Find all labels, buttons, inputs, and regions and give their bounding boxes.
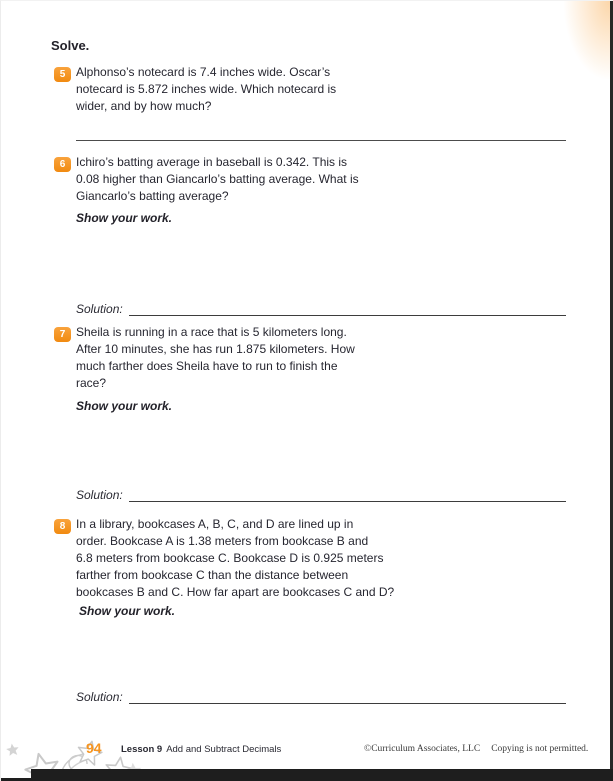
solution-row — [76, 300, 566, 316]
problem-text-line: race? — [76, 376, 107, 390]
solution-blank-line[interactable] — [129, 691, 566, 704]
lesson-number-label: Lesson 9 — [121, 744, 163, 755]
problem-text-line: 0.08 higher than Giancarlo’s batting average. What is — [76, 172, 359, 186]
solution-blank-line[interactable] — [129, 303, 566, 316]
problem-number-badge: 8 — [54, 519, 71, 534]
problem-text-line: Alphonso’s notecard is 7.4 inches wide. Oscar’s — [76, 65, 331, 79]
problem-number-badge: 7 — [54, 327, 71, 342]
show-your-work-label: Show your work. — [76, 399, 173, 413]
permission-text: Copying is not permitted. — [491, 744, 589, 754]
problem-text-line: After 10 minutes, she has run 1.875 kilometers. How — [76, 342, 355, 356]
problem-text — [76, 516, 436, 601]
solution-label: Solution: — [76, 488, 123, 502]
problem-text-line: In a library, bookcases A, B, C, and D are lined up in — [76, 517, 354, 531]
show-your-work-label: Show your work. — [79, 604, 176, 618]
problem-text — [76, 64, 436, 115]
problem-text-line: notecard is 5.872 inches wide. Which notecard is — [76, 82, 337, 96]
solution-row — [76, 688, 566, 704]
problem-7 — [54, 324, 436, 392]
solution-blank-line[interactable] — [129, 489, 566, 502]
problem-text-line: Sheila is running in a race that is 5 kilometers long. — [76, 325, 347, 339]
problem-text — [76, 154, 436, 205]
scan-edge-orange-glow — [564, 1, 610, 79]
solution-label: Solution: — [76, 690, 123, 704]
page-title: Solve. — [51, 38, 90, 53]
problem-number-badge: 6 — [54, 157, 71, 172]
problem-text-line: Ichiro’s batting average in baseball is 0.342. This is — [76, 155, 348, 169]
problem-8 — [54, 516, 436, 601]
problem-text-line: order. Bookcase A is 1.38 meters from bookcase B and — [76, 534, 369, 548]
solution-row — [76, 486, 566, 502]
problem-text-line: much farther does Sheila have to run to finish the — [76, 359, 338, 373]
copyright-text: ©Curriculum Associates, LLC — [364, 744, 481, 754]
problem-text-line: farther from bookcase C than the distance between — [76, 568, 349, 582]
page-footer — [1, 737, 613, 767]
problem-text — [76, 324, 436, 392]
show-your-work-label: Show your work. — [76, 211, 173, 225]
page-number: 94 — [86, 740, 102, 756]
problem-5 — [54, 64, 436, 115]
problem-text-line: wider, and by how much? — [76, 99, 212, 113]
copyright-notice — [364, 744, 588, 754]
lesson-info — [121, 744, 281, 755]
problem-number-badge: 5 — [54, 67, 71, 82]
problem-text-line: bookcases B and C. How far apart are bookcases C and D? — [76, 585, 395, 599]
lesson-title: Add and Subtract Decimals — [166, 744, 282, 755]
problem-text-line: Giancarlo’s batting average? — [76, 189, 229, 203]
solution-label: Solution: — [76, 302, 123, 316]
problem-text-line: 6.8 meters from bookcase C. Bookcase D is 0.925 meters — [76, 551, 384, 565]
answer-blank-line[interactable] — [76, 140, 566, 141]
problem-6 — [54, 154, 436, 205]
